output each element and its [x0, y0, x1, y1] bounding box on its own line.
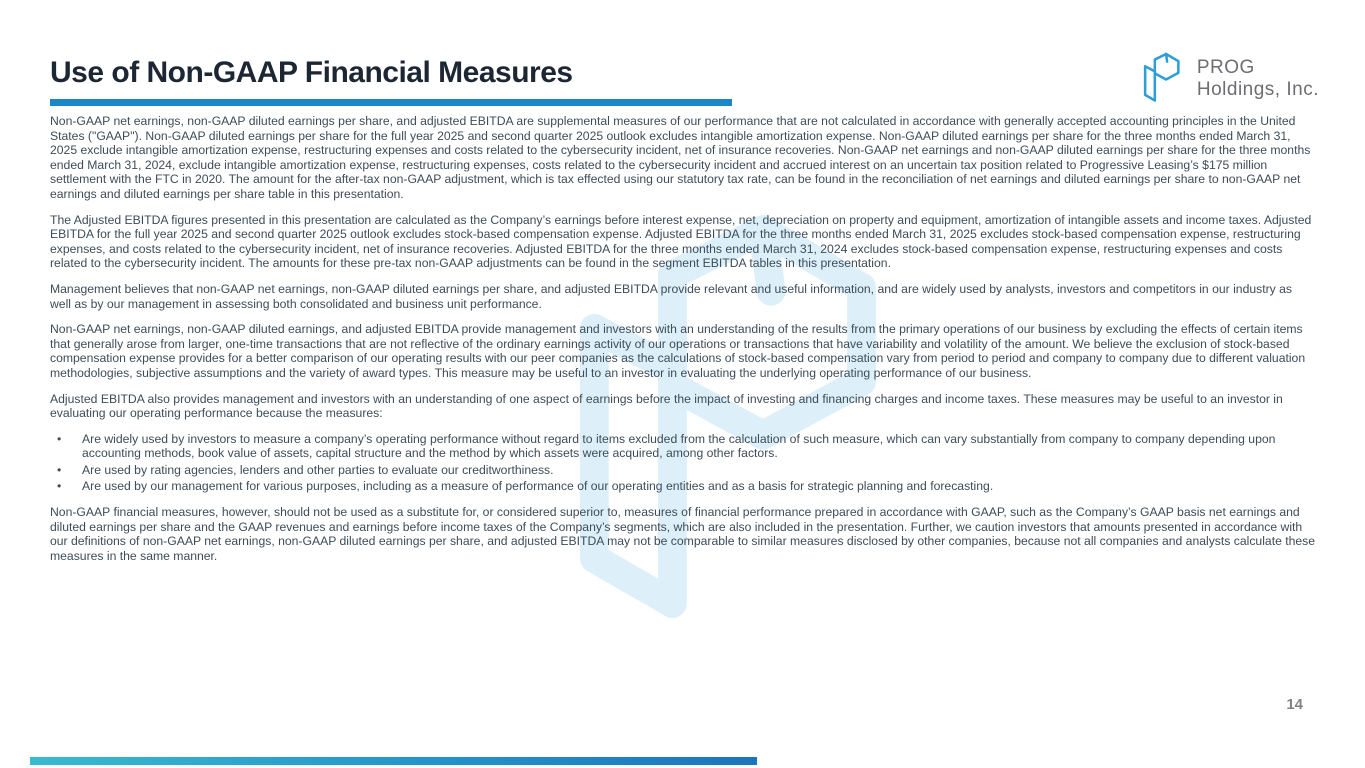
paragraph-adjusted-ebitda-definition: The Adjusted EBITDA figures presented in this presentation are calculated as the Company’s earnings before interest expense, net, depreciation on property and equipment, amortization of intangible assets and income taxes. Adjusted EBITDA for the full year 2025 and second quarter 2025 outlook excludes stock-based compensation expense. Adjusted EBITDA for the three months ended March 31, 2025 excludes stock-based compensation expense, restructuring expenses, and costs related to the cybersecurity incident, net of insurance recoveries. Adjusted EBITDA for the three months ended March 31, 2024 excludes stock-based compensation expense, restructuring expenses and costs related to the cybersecurity incident. The amounts for these pre-tax non-GAAP adjustments can be found in the segment EBITDA tables in this presentation. [50, 212, 1312, 271]
logo-text-line1: PROG [1196, 57, 1255, 78]
bullet-item-investor-use: • Are widely used by investors to measure a company’s operating performance without regard to items excluded from the calculation of such measure, which can vary substantially from company to company depending upon accounting methods, book value of assets, capital structure and the method by which assets were acquired, among other factors. [50, 432, 1316, 461]
paragraph-exclusions-rationale: Non-GAAP net earnings, non-GAAP diluted earnings, and adjusted EBITDA provide management and investors with an understanding of the results from the primary operations of our business by excluding the effects of certain items that generally arose from larger, one-time transactions that are not reflective of the ordinary earnings activity of our operations or transactions that have variability and volatility of the amount. We believe the exclusion of stock-based compensation expense provides for a better comparison of our operating results with our peer companies as the calculations of stock-based compensation vary from period to period and company to company due to different valuation methodologies, subjective assumptions and the variety of award types. This measure may be useful to an investor in evaluating the underlying operating performance of our business. [50, 322, 1306, 380]
page-title: Use of Non-GAAP Financial Measures [50, 56, 573, 89]
paragraph-supplemental-measures: Non-GAAP net earnings, non-GAAP diluted earnings per share, and adjusted EBITDA are supplemental measures of our performance that are not calculated in accordance with generally accepted accounting principles in the United States ("GAAP"). Non-GAAP diluted earnings per share for the full year 2025 and second quarter 2025 outlook excludes intangible amortization expense. Non-GAAP diluted earnings per share for the three months ended March 31, 2025 exclude intangible amortization expense, restructuring expenses and costs related to the cybersecurity incident, net of insurance recoveries. Non-GAAP net earnings and non-GAAP diluted earnings per share for the three months ended March 31, 2024, exclude intangible amortization expense, restructuring expenses, costs related to the cybersecurity incident and accrued interest on an uncertain tax position related to Progressive Leasing’s $175 million settlement with the FTC in 2020. The amount for the after-tax non-GAAP adjustment, which is tax effected using our statutory tax rate, can be found in the reconciliation of net earnings and diluted earnings per share to non-GAAP net earnings and diluted earnings per share table in this presentation. [50, 114, 1311, 201]
prog-p-icon [1139, 50, 1185, 108]
logo-text [1197, 57, 1319, 101]
logo-text-line2: Holdings, Inc. [1196, 79, 1319, 100]
bullet-list [50, 432, 1316, 494]
body-copy [50, 114, 1316, 574]
company-logo [1139, 50, 1319, 108]
bullet-item-rating-agencies: • Are used by rating agencies, lenders and other parties to evaluate our creditworthiness. [50, 463, 1316, 478]
page-number: 14 [1286, 696, 1303, 713]
paragraph-ebitda-usefulness: Adjusted EBITDA also provides management and investors with an understanding of one aspect of earnings before the impact of investing and financing charges and income taxes. These measures may be useful to an investor in evaluating our operating performance because the measures: [50, 391, 1283, 421]
footer-accent-bar [30, 757, 757, 765]
paragraph-limitations-disclaimer: Non-GAAP financial measures, however, should not be used as a substitute for, or considered superior to, measures of financial performance prepared in accordance with GAAP, such as the Company’s GAAP basis net earnings and diluted earnings per share and the GAAP revenues and earnings before income taxes of the Company’s segments, which are also included in the presentation. Further, we caution investors that amounts presented in accordance with our definitions of non-GAAP net earnings, non-GAAP diluted earnings per share, and adjusted EBITDA may not be comparable to similar measures disclosed by other companies, because not all companies and analysts calculate these measures in the same manner. [50, 505, 1316, 563]
bullet-item-management-use: • Are used by our management for various purposes, including as a measure of performance of our operating entities and as a basis for strategic planning and forecasting. [50, 479, 1316, 494]
title-underline [50, 99, 732, 106]
paragraph-management-believes: Management believes that non-GAAP net earnings, non-GAAP diluted earnings per share, and adjusted EBITDA provide relevant and useful information, and are widely used by analysts, investors and competitors in our industry as well as by our management in assessing both consolidated and business unit performance. [50, 281, 1293, 311]
